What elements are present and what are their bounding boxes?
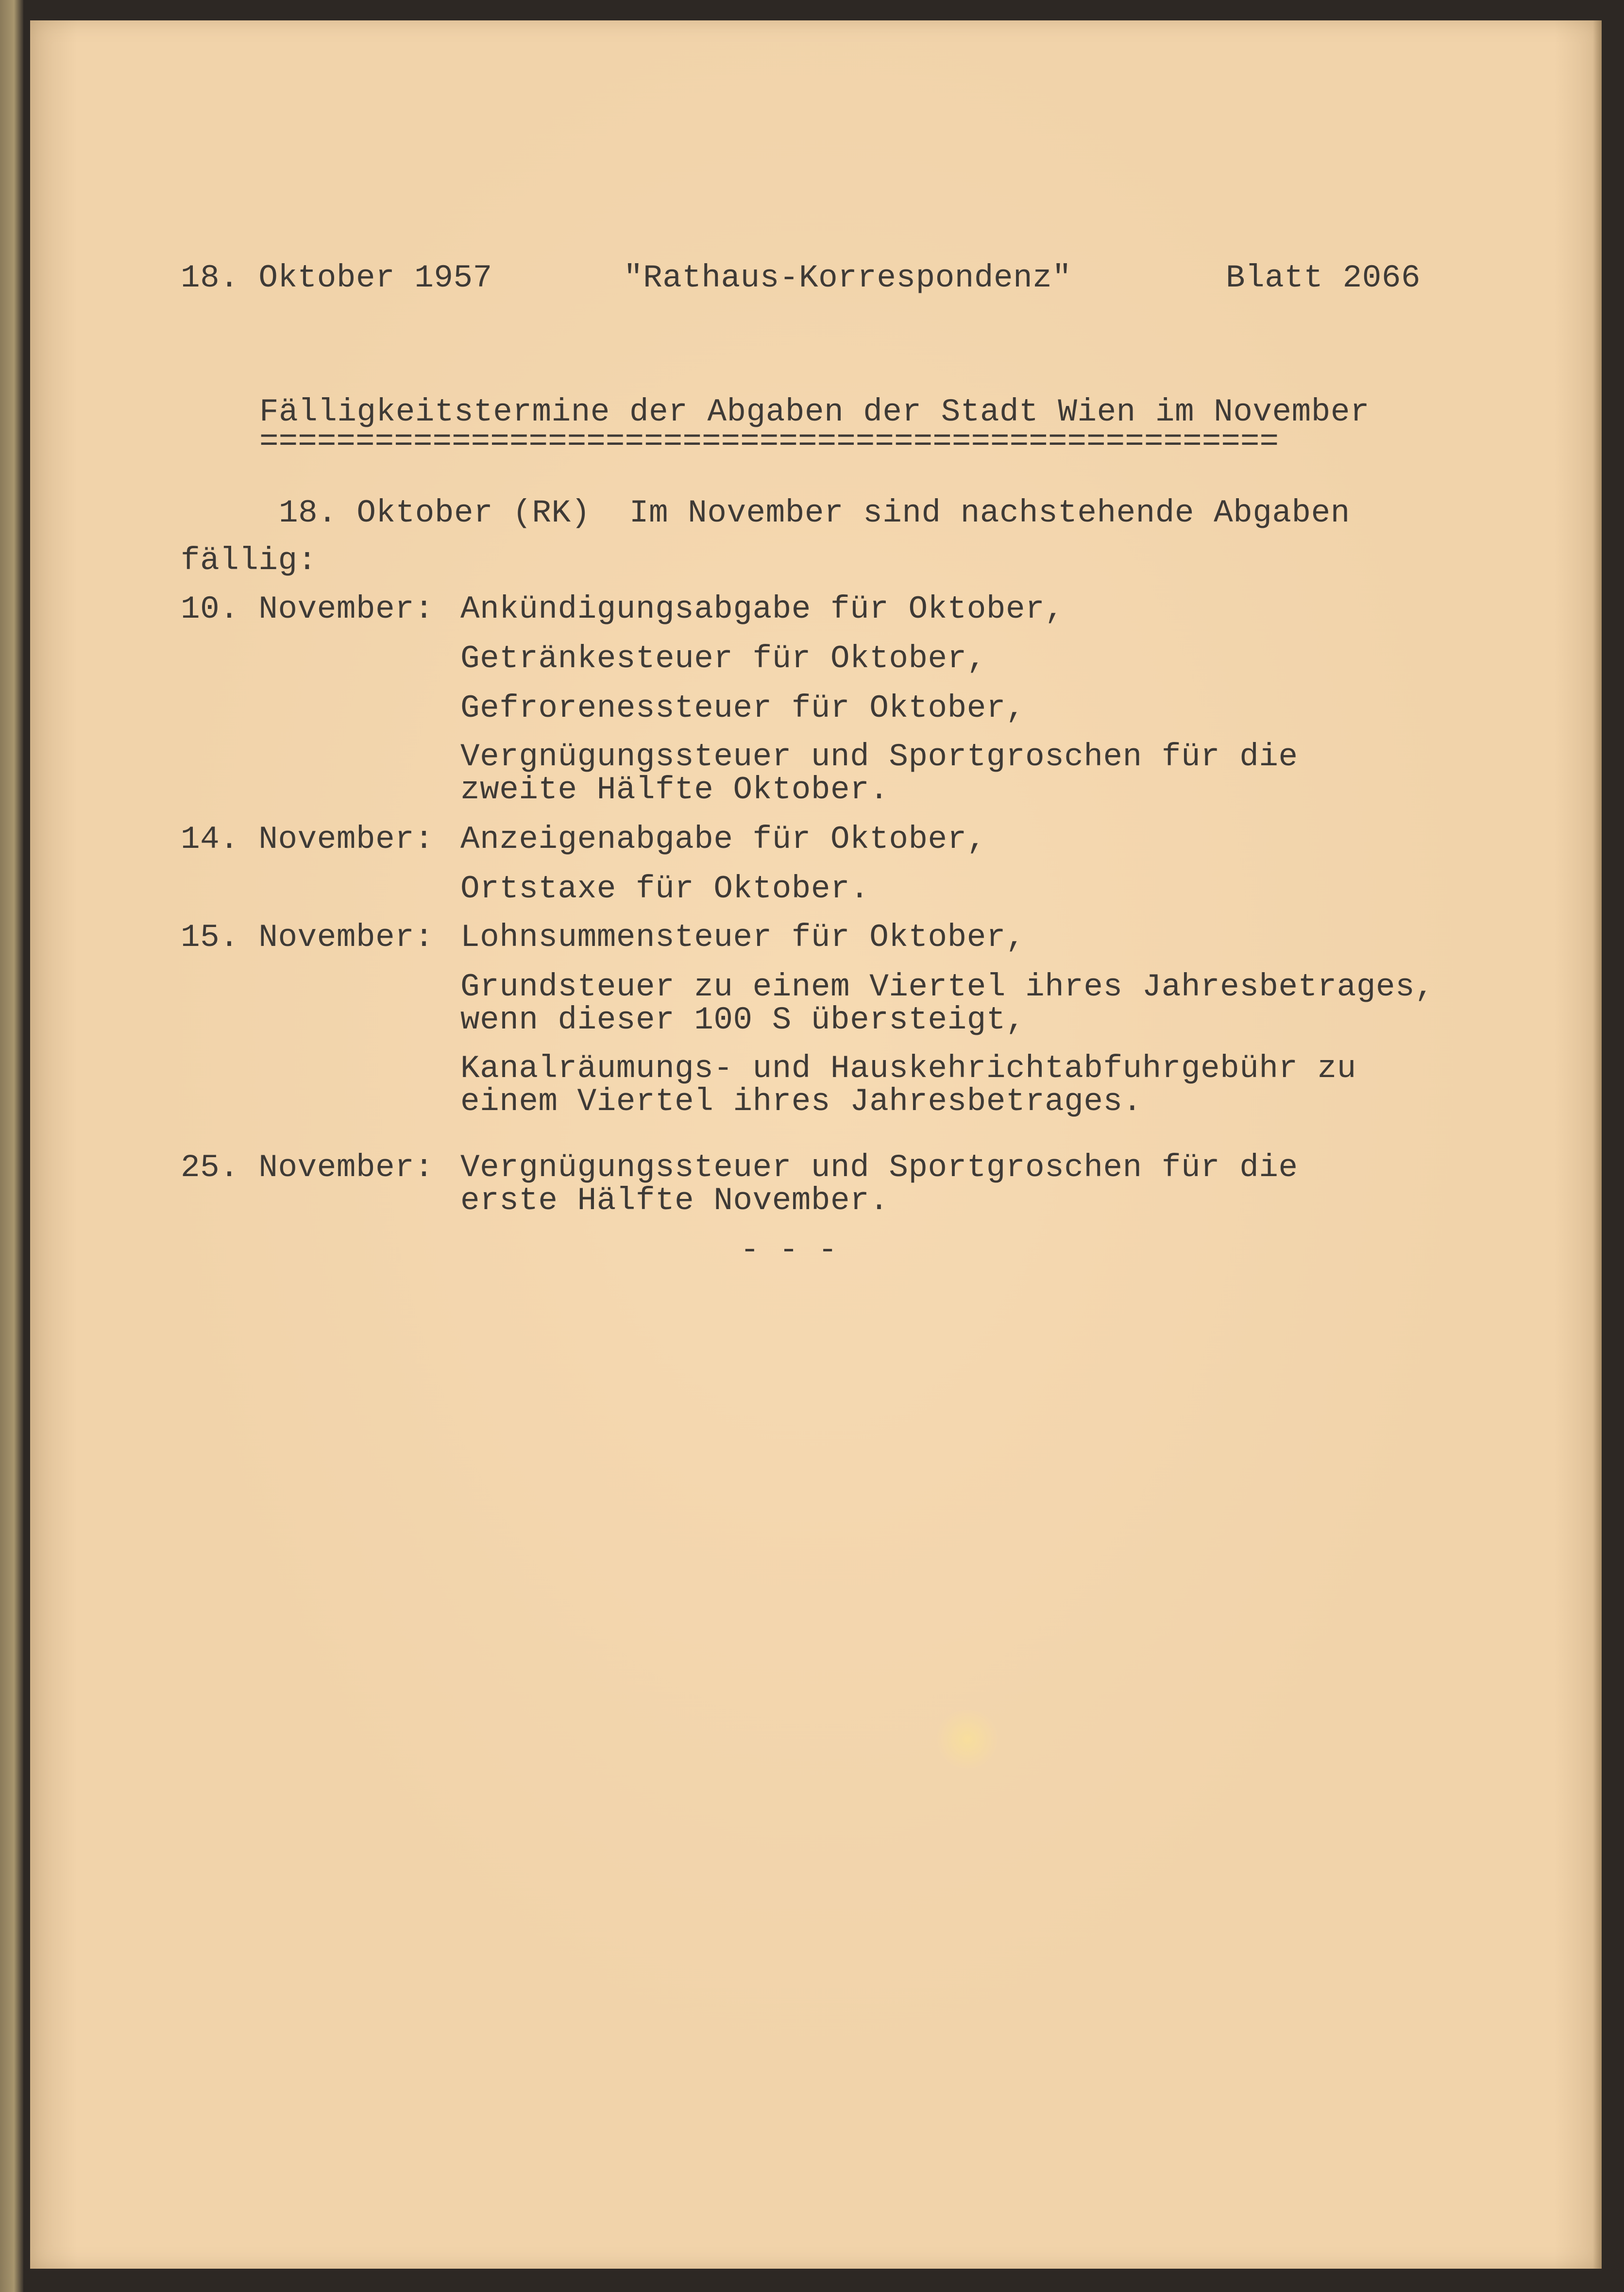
- entry-item: erste Hälfte November.: [460, 1182, 889, 1219]
- entry-item: Kanalräumungs- und Hauskehrichtabfuhrgebühr zu: [460, 1050, 1356, 1087]
- entry-item: Getränkesteuer für Oktober,: [460, 640, 986, 677]
- header-date: 18. Oktober 1957: [181, 260, 492, 296]
- entry-date-15-november: 15. November:: [181, 919, 434, 956]
- page-edge-shadow: [1593, 20, 1602, 2269]
- entry-item: einem Viertel ihres Jahresbetrages.: [460, 1083, 1142, 1120]
- entry-item: Anzeigenabgabe für Oktober,: [460, 821, 986, 858]
- article-title-underline: =====================================================: [259, 432, 1279, 452]
- entry-date-10-november: 10. November:: [181, 591, 434, 627]
- end-mark: - - -: [740, 1232, 838, 1268]
- entry-item: Lohnsummensteuer für Oktober,: [460, 919, 1026, 956]
- entry-item: Vergnügungssteuer und Sportgroschen für die: [460, 1149, 1298, 1186]
- header-sheet-number: Blatt 2066: [1226, 260, 1421, 296]
- entry-item: Ankündigungsabgabe für Oktober,: [460, 591, 1065, 627]
- paper-stain: [933, 1710, 1001, 1769]
- article-title: Fälligkeitstermine der Abgaben der Stadt Wien im November: [259, 394, 1370, 430]
- intro-line-2: fällig:: [181, 542, 317, 579]
- entry-item: Gefrorenessteuer für Oktober,: [460, 690, 1026, 726]
- header-publication: "Rathaus-Korrespondenz": [624, 260, 1072, 296]
- entry-item: zweite Hälfte Oktober.: [460, 772, 889, 808]
- entry-item: Vergnügungssteuer und Sportgroschen für die: [460, 739, 1298, 775]
- entry-date-14-november: 14. November:: [181, 821, 434, 858]
- entry-date-25-november: 25. November:: [181, 1149, 434, 1186]
- entry-item: wenn dieser 100 S übersteigt,: [460, 1002, 1026, 1038]
- entry-item: Ortstaxe für Oktober.: [460, 871, 870, 907]
- intro-line-1: 18. Oktober (RK) Im November sind nachstehende Abgaben: [279, 495, 1350, 531]
- book-spine: [0, 0, 23, 2292]
- document-page: [30, 20, 1602, 2269]
- entry-item: Grundsteuer zu einem Viertel ihres Jahresbetrages,: [460, 969, 1435, 1005]
